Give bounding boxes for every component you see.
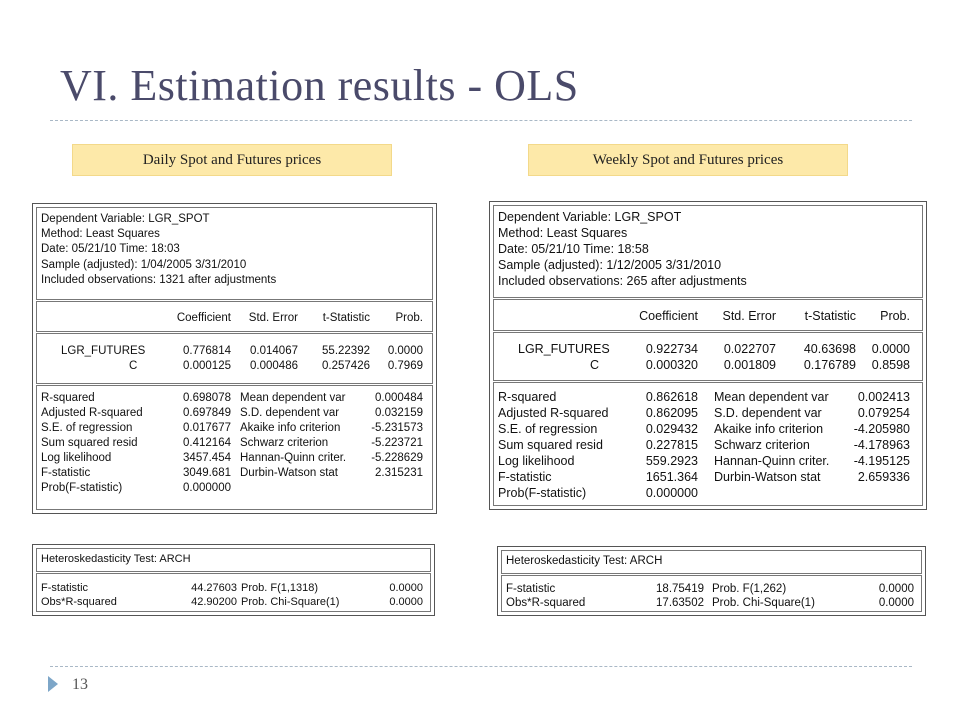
weekly-stat-label: Durbin-Watson stat bbox=[714, 470, 821, 484]
weekly-columns-separator bbox=[493, 330, 923, 333]
weekly-arch-separator bbox=[501, 573, 922, 576]
weekly-stat-value: 1651.364 bbox=[645, 470, 698, 484]
weekly-header-line: Dependent Variable: LGR_SPOT bbox=[498, 210, 682, 224]
weekly-stat-label: Prob(F-statistic) bbox=[498, 486, 587, 500]
weekly-header-line: Included observations: 265 after adjustments bbox=[498, 274, 747, 288]
daily-std-error-value: 0.014067 bbox=[250, 345, 298, 357]
weekly-stat-value: 2.659336 bbox=[857, 470, 910, 484]
title-divider bbox=[50, 120, 912, 121]
weekly-stat-value: 0.000000 bbox=[645, 486, 698, 500]
daily-stats-separator bbox=[36, 383, 433, 386]
daily-stat-label: Durbin-Watson stat bbox=[240, 467, 338, 479]
daily-stat-value: 0.412164 bbox=[183, 437, 231, 449]
weekly-stat-label: Sum squared resid bbox=[498, 438, 603, 452]
weekly-std-error-value: 0.022707 bbox=[723, 342, 776, 356]
weekly-arch-label: Prob. F(1,262) bbox=[712, 583, 787, 595]
daily-arch-label: Prob. F(1,1318) bbox=[241, 582, 319, 594]
daily-arch-label: F-statistic bbox=[41, 582, 89, 594]
daily-stat-label: Akaike info criterion bbox=[240, 422, 341, 434]
weekly-arch-value: 17.63502 bbox=[656, 597, 704, 609]
weekly-stat-value: 0.002413 bbox=[857, 390, 910, 404]
daily-stat-value: -5.223721 bbox=[371, 437, 423, 449]
weekly-stat-value: 0.227815 bbox=[645, 438, 698, 452]
weekly-stat-value: 0.079254 bbox=[857, 406, 910, 420]
weekly-arch-label: Prob. Chi-Square(1) bbox=[712, 597, 815, 609]
daily-stat-value: 2.315231 bbox=[375, 467, 423, 479]
daily-stat-label: Schwarz criterion bbox=[240, 437, 329, 449]
daily-stat-value: 3457.454 bbox=[183, 452, 231, 464]
daily-stat-label: Hannan-Quinn criter. bbox=[240, 452, 347, 464]
daily-arch-label: Prob. Chi-Square(1) bbox=[241, 596, 340, 608]
weekly-stat-label: Adjusted R-squared bbox=[498, 406, 609, 420]
weekly-header-line: Sample (adjusted): 1/12/2005 3/31/2010 bbox=[498, 258, 722, 272]
daily-stat-value: 0.017677 bbox=[183, 422, 231, 434]
footer-divider bbox=[50, 666, 912, 667]
daily-arch-value: 42.90200 bbox=[191, 596, 237, 608]
daily-t-stat-value: 0.257426 bbox=[322, 360, 370, 372]
daily-stat-label: F-statistic bbox=[41, 467, 91, 479]
daily-arch-value: 44.27603 bbox=[191, 582, 237, 594]
daily-arch-value: 0.0000 bbox=[389, 596, 423, 608]
weekly-arch-value: 18.75419 bbox=[656, 583, 704, 595]
daily-coef-var: LGR_FUTURES bbox=[61, 345, 146, 357]
weekly-stat-value: -4.178963 bbox=[853, 438, 910, 452]
weekly-stats-separator bbox=[493, 380, 923, 383]
weekly-arch-label: Obs*R-squared bbox=[506, 597, 586, 609]
daily-stat-value: 0.000484 bbox=[375, 392, 423, 404]
daily-stat-label: Mean dependent var bbox=[240, 392, 346, 404]
weekly-coef-value: 0.922734 bbox=[645, 342, 698, 356]
daily-arch-table bbox=[32, 544, 435, 616]
weekly-t-stat-value: 0.176789 bbox=[803, 358, 856, 372]
daily-t-stat-value: 55.22392 bbox=[322, 345, 370, 357]
daily-stat-label: S.E. of regression bbox=[41, 422, 133, 434]
page-number: 13 bbox=[72, 676, 88, 693]
daily-stat-value: 0.698078 bbox=[183, 392, 231, 404]
daily-coef-value: 0.776814 bbox=[183, 345, 231, 357]
daily-col-std-error: Std. Error bbox=[248, 312, 298, 324]
weekly-coef-value: 0.000320 bbox=[645, 358, 698, 372]
weekly-arch-value: 0.0000 bbox=[878, 597, 914, 609]
weekly-col-coefficient: Coefficient bbox=[639, 309, 698, 323]
daily-stat-value: 3049.681 bbox=[183, 467, 231, 479]
daily-header-line: Included observations: 1321 after adjustments bbox=[41, 274, 277, 286]
daily-arch-label: Obs*R-squared bbox=[41, 596, 117, 608]
weekly-stat-label: S.D. dependent var bbox=[714, 406, 822, 420]
daily-label: Daily Spot and Futures prices bbox=[72, 144, 392, 176]
weekly-t-stat-value: 40.63698 bbox=[803, 342, 856, 356]
slide-title: VI. Estimation results - OLS bbox=[60, 61, 579, 110]
daily-arch-value: 0.0000 bbox=[389, 582, 423, 594]
weekly-stat-label: F-statistic bbox=[498, 470, 552, 484]
daily-arch-separator bbox=[36, 571, 431, 574]
daily-stat-label: Prob(F-statistic) bbox=[41, 482, 123, 494]
weekly-stat-value: -4.205980 bbox=[853, 422, 910, 436]
weekly-stat-value: 559.2923 bbox=[645, 454, 698, 468]
daily-stat-label: Sum squared resid bbox=[41, 437, 138, 449]
weekly-stat-label: S.E. of regression bbox=[498, 422, 598, 436]
weekly-arch-value: 0.0000 bbox=[878, 583, 914, 595]
weekly-header-line: Method: Least Squares bbox=[498, 226, 628, 240]
daily-stat-label: Adjusted R-squared bbox=[41, 407, 143, 419]
weekly-label: Weekly Spot and Futures prices bbox=[528, 144, 848, 176]
weekly-coef-var: C bbox=[590, 358, 600, 372]
daily-stat-label: Log likelihood bbox=[41, 452, 112, 464]
daily-header-line: Sample (adjusted): 1/04/2005 3/31/2010 bbox=[41, 259, 247, 271]
daily-stat-value: 0.697849 bbox=[183, 407, 231, 419]
weekly-prob-value: 0.8598 bbox=[871, 358, 910, 372]
daily-stat-label: S.D. dependent var bbox=[240, 407, 340, 419]
weekly-header-separator bbox=[493, 297, 923, 300]
weekly-stat-value: 0.029432 bbox=[645, 422, 698, 436]
weekly-col-std-error: Std. Error bbox=[722, 309, 776, 323]
daily-stat-value: -5.231573 bbox=[371, 422, 423, 434]
daily-header-line: Method: Least Squares bbox=[41, 228, 160, 240]
weekly-stat-label: Log likelihood bbox=[498, 454, 575, 468]
daily-stat-value: -5.228629 bbox=[371, 452, 423, 464]
daily-coef-var: C bbox=[129, 360, 138, 372]
daily-columns-separator bbox=[36, 331, 433, 334]
weekly-regression-table bbox=[489, 201, 927, 510]
weekly-stat-value: 0.862618 bbox=[645, 390, 698, 404]
weekly-stat-value: -4.195125 bbox=[853, 454, 910, 468]
weekly-stat-label: R-squared bbox=[498, 390, 557, 404]
weekly-arch-label: F-statistic bbox=[506, 583, 556, 595]
daily-col-prob: Prob. bbox=[395, 312, 423, 324]
daily-header-line: Date: 05/21/10 Time: 18:03 bbox=[41, 243, 180, 255]
weekly-arch-title: Heteroskedasticity Test: ARCH bbox=[506, 555, 663, 567]
weekly-stat-value: 0.862095 bbox=[645, 406, 698, 420]
triangle-bullet-icon bbox=[48, 676, 58, 692]
daily-prob-value: 0.0000 bbox=[387, 345, 423, 357]
weekly-stat-label: Akaike info criterion bbox=[714, 422, 824, 436]
daily-prob-value: 0.7969 bbox=[387, 360, 423, 372]
daily-stat-label: R-squared bbox=[41, 392, 95, 404]
daily-regression-table bbox=[32, 203, 437, 514]
weekly-header-line: Date: 05/21/10 Time: 18:58 bbox=[498, 242, 649, 256]
daily-coef-value: 0.000125 bbox=[183, 360, 231, 372]
weekly-col-prob: Prob. bbox=[880, 309, 910, 323]
daily-arch-title: Heteroskedasticity Test: ARCH bbox=[41, 553, 191, 565]
weekly-col-t-statistic: t-Statistic bbox=[804, 309, 856, 323]
weekly-stat-label: Hannan-Quinn criter. bbox=[714, 454, 830, 468]
daily-col-coefficient: Coefficient bbox=[176, 312, 231, 324]
weekly-std-error-value: 0.001809 bbox=[723, 358, 776, 372]
weekly-prob-value: 0.0000 bbox=[871, 342, 910, 356]
daily-header-line: Dependent Variable: LGR_SPOT bbox=[41, 213, 210, 225]
weekly-arch-table bbox=[497, 546, 926, 616]
daily-header-separator bbox=[36, 299, 433, 302]
weekly-stat-label: Schwarz criterion bbox=[714, 438, 810, 452]
weekly-stat-label: Mean dependent var bbox=[714, 390, 829, 404]
daily-stat-value: 0.032159 bbox=[375, 407, 423, 419]
daily-std-error-value: 0.000486 bbox=[250, 360, 298, 372]
weekly-coef-var: LGR_FUTURES bbox=[518, 342, 610, 356]
daily-col-t-statistic: t-Statistic bbox=[322, 312, 370, 324]
daily-stat-value: 0.000000 bbox=[183, 482, 231, 494]
